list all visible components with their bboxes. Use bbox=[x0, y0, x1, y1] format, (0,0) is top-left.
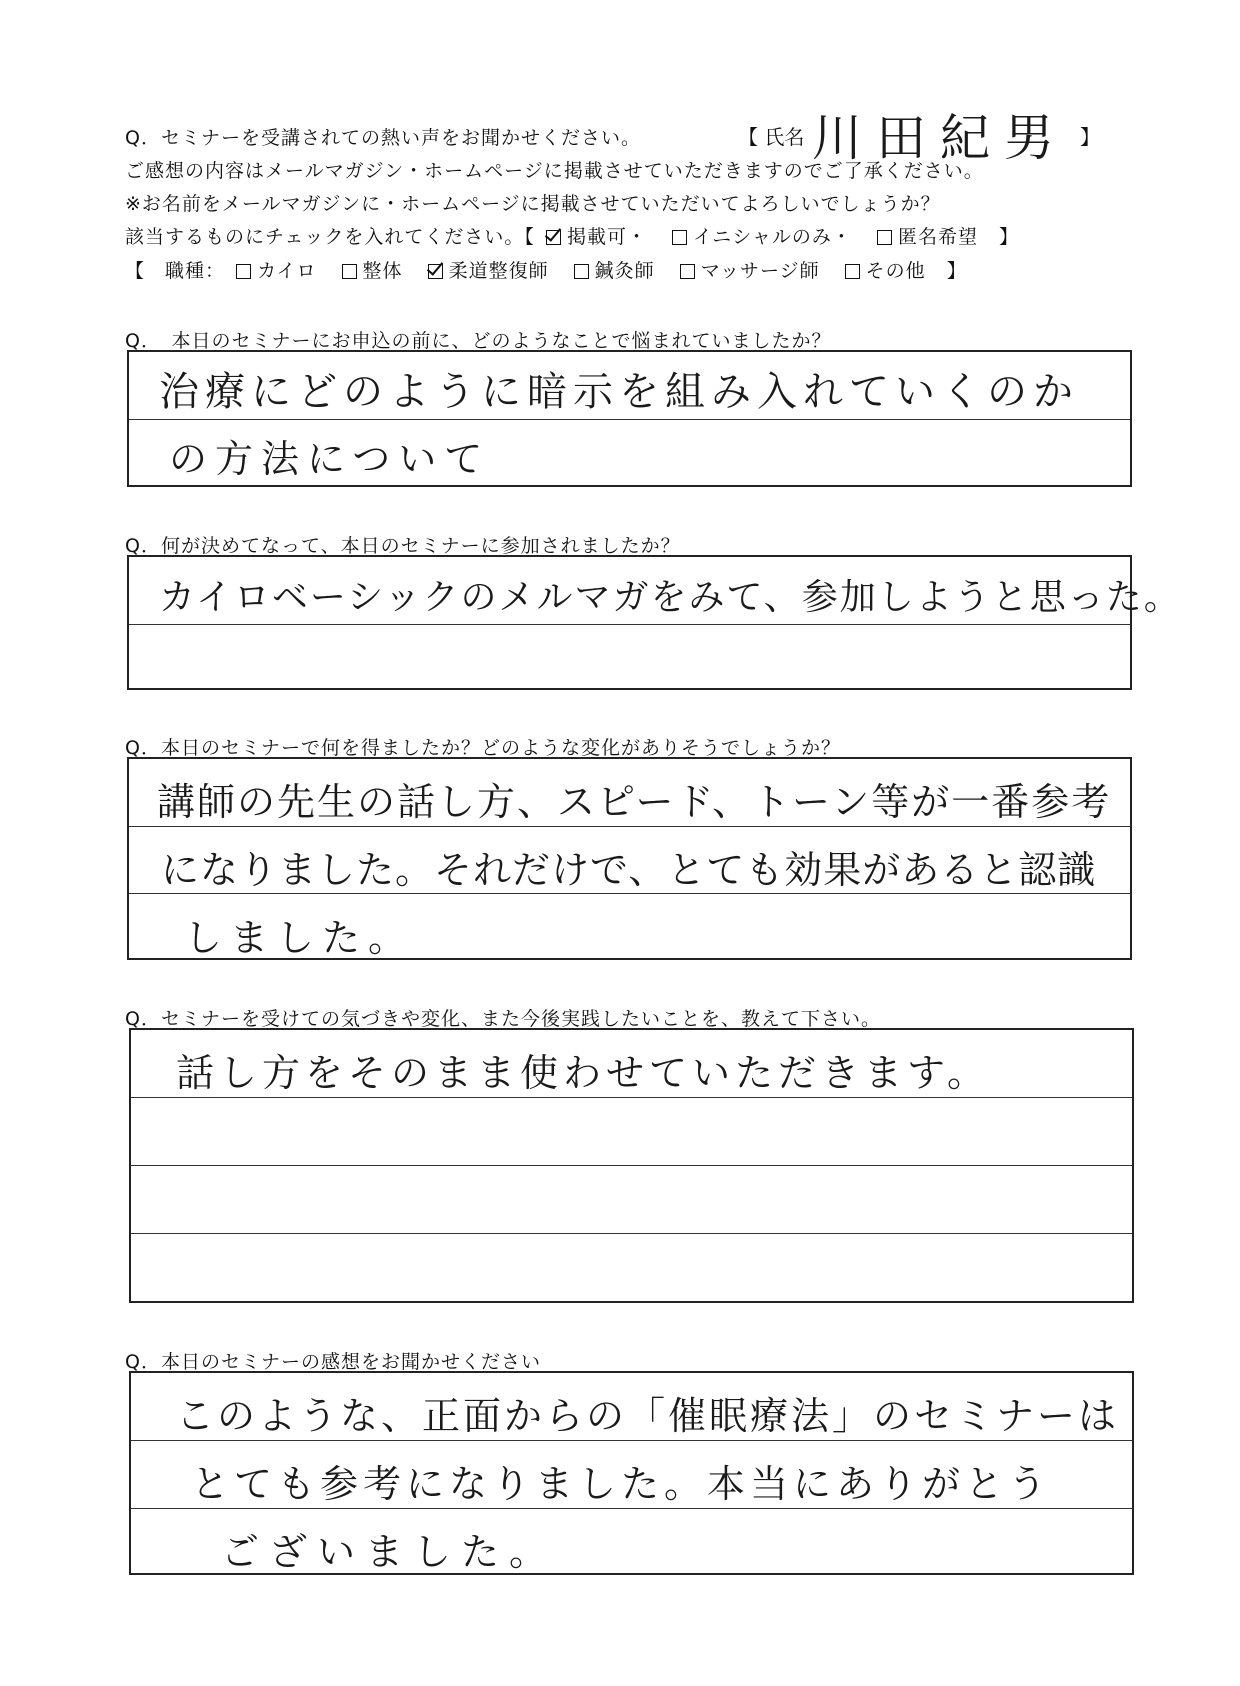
answer-5-line-1: このような、正面からの「催眠療法」のセミナーは bbox=[176, 1394, 1120, 1438]
answer-3-line-3: しました。 bbox=[184, 916, 415, 960]
checkbox-icon[interactable] bbox=[342, 264, 357, 279]
publish-consent-question: ※お名前をメールマガジンに・ホームページに掲載させていただいてよろしいでしょうか？ bbox=[125, 193, 941, 215]
occupation-label: 【 職種： bbox=[125, 260, 226, 282]
occupation-option-judo[interactable]: 柔道整復師 bbox=[424, 260, 549, 282]
answer-5-line-3: ございました。 bbox=[221, 1530, 558, 1574]
name-label: 【 氏名 bbox=[738, 125, 805, 149]
checkbox-checked-icon[interactable] bbox=[546, 230, 561, 245]
answer-box-4[interactable] bbox=[129, 1028, 1134, 1303]
occupation-row bbox=[125, 256, 967, 283]
answer-3-line-1: 講師の先生の話し方、スピード、トーン等が一番参考 bbox=[157, 780, 1112, 824]
publish-options-close: 】 bbox=[999, 226, 1020, 248]
checkbox-icon[interactable] bbox=[845, 264, 860, 279]
occupation-option-acupuncture[interactable]: 鍼灸師 bbox=[570, 260, 655, 282]
answer-3-line-2: になりました。それだけで、とても効果があると認識 bbox=[161, 848, 1097, 892]
publish-options-row bbox=[125, 222, 1019, 249]
answer-box-1[interactable] bbox=[127, 350, 1132, 487]
checkbox-icon[interactable] bbox=[672, 230, 687, 245]
publish-option-anonymous[interactable]: 匿名希望 bbox=[873, 226, 978, 248]
publish-option-allowed[interactable]: 掲載可・ bbox=[542, 226, 647, 248]
question-4: Q．セミナーを受けての気づきや変化、また今後実践したいことを、教えて下さい。 bbox=[125, 1008, 881, 1030]
checkbox-checked-icon[interactable] bbox=[428, 264, 443, 279]
answer-box-5[interactable] bbox=[129, 1371, 1134, 1575]
checkbox-icon[interactable] bbox=[574, 264, 589, 279]
name-value[interactable]: 川田紀男 bbox=[812, 109, 1068, 167]
answer-box-3[interactable] bbox=[127, 757, 1132, 960]
occupation-close: 】 bbox=[946, 260, 967, 282]
checkbox-icon[interactable] bbox=[680, 264, 695, 279]
occupation-option-chiro[interactable]: カイロ bbox=[232, 260, 316, 282]
question-2: Q．何が決めてなって、本日のセミナーに参加されましたか？ bbox=[125, 535, 681, 557]
answer-4-line-1: 話し方をそのまま使わせていただきます。 bbox=[176, 1051, 990, 1095]
checkbox-icon[interactable] bbox=[877, 230, 892, 245]
publish-instruction: 該当するものにチェックを入れてください。【 bbox=[125, 226, 535, 248]
answer-2-line-1: カイロベーシックのメルマガをみて、参加しようと思った。 bbox=[159, 577, 1182, 618]
name-close-bracket: 】 bbox=[1080, 125, 1100, 149]
intro-question: Q．セミナーを受講されての熱い声をお聞かせください。 bbox=[125, 127, 641, 149]
occupation-option-massage[interactable]: マッサージ師 bbox=[676, 260, 820, 282]
question-3: Q．本日のセミナーで何を得ましたか？どのような変化がありそうでしょうか？ bbox=[125, 737, 841, 759]
question-1: Q． 本日のセミナーにお申込の前に、どのようなことで悩まれていましたか？ bbox=[125, 330, 832, 352]
publish-notice: ご感想の内容はメールマガジン・ホームページに掲載させていただきますのでご了承ください。 bbox=[125, 160, 984, 182]
occupation-option-other[interactable]: その他 bbox=[841, 260, 926, 282]
answer-box-2[interactable] bbox=[127, 555, 1182, 690]
publish-option-initials[interactable]: イニシャルのみ・ bbox=[668, 226, 852, 248]
answer-1-line-1: 治療にどのように暗示を組み入れていくのか bbox=[159, 369, 1079, 415]
occupation-option-seitai[interactable]: 整体 bbox=[338, 260, 403, 282]
checkbox-icon[interactable] bbox=[236, 264, 251, 279]
answer-5-line-2: とても参考になりました。本当にありがとう bbox=[191, 1462, 1052, 1506]
question-5: Q．本日のセミナーの感想をお聞かせください bbox=[125, 1351, 541, 1373]
answer-1-line-2: の方法について bbox=[169, 437, 491, 481]
